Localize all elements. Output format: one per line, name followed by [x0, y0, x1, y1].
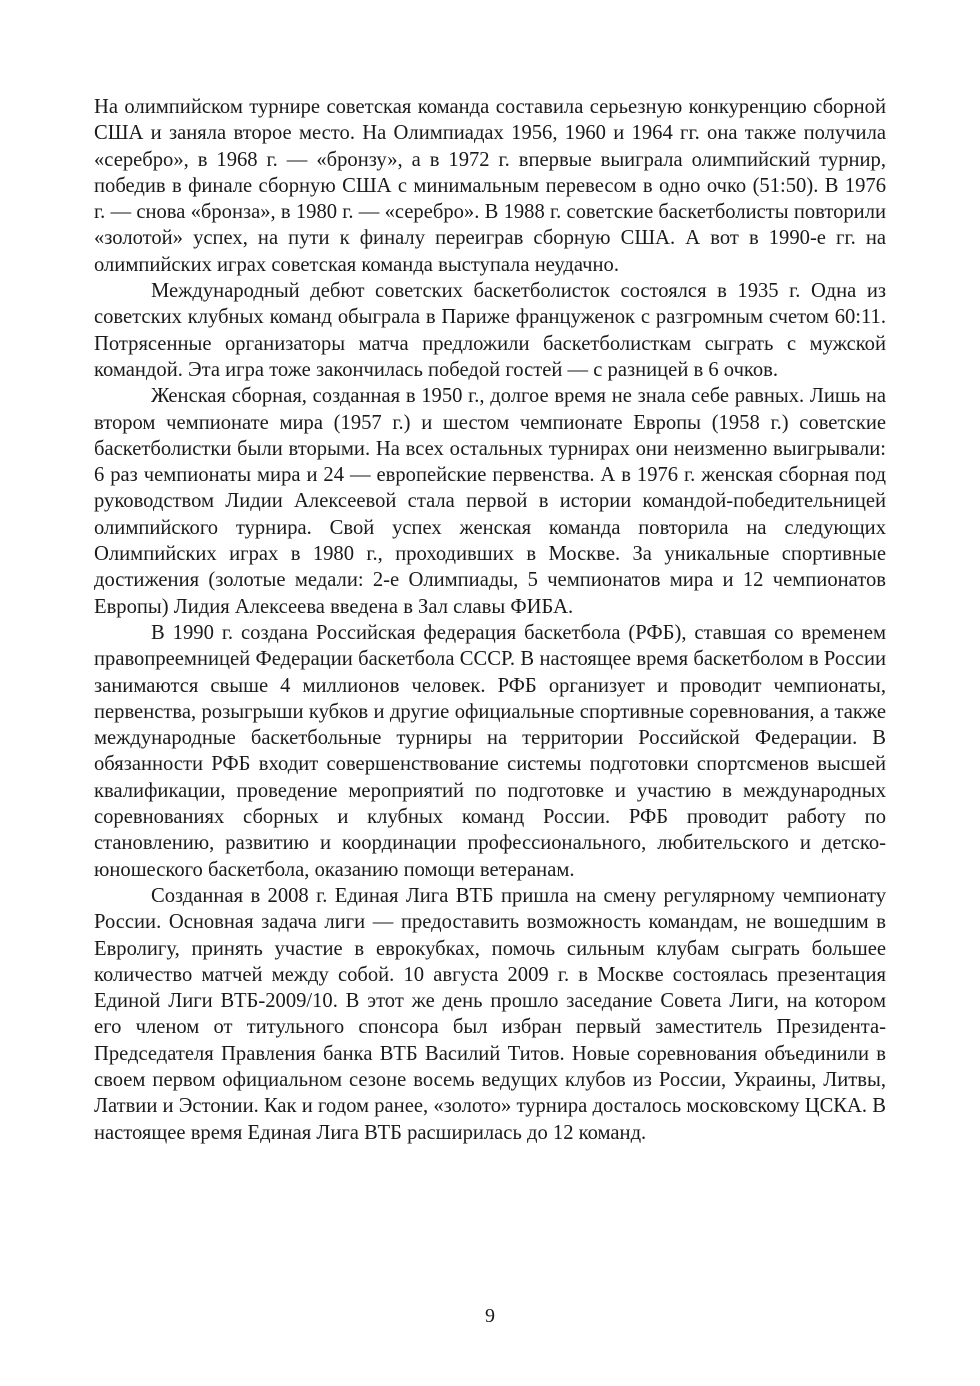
paragraph: Созданная в 2008 г. Единая Лига ВТБ пришла на смену регулярному чемпионату России. Основная задача лиги — предоставить возможность командам, не вошедшим в Евролигу, принять участие в еврокубках, помочь сильным клубам сыграть большее количество матчей между собой. 10 августа 2009 г. в Москве состоялась презентация Единой Лиги ВТБ-2009/10. В этот же день прошло заседание Совета Лиги, на котором его членом от титульного спонсора был избран первый заместитель Президента-Председателя Правления банка ВТБ Василий Титов. Новые соревнования объединили в своем первом официальном сезоне восемь ведущих клубов из России, Украины, Литвы, Латвии и Эстонии. Как и годом ранее, «золото» турнира досталось московскому ЦСКА. В настоящее время Единая Лига ВТБ расширилась до 12 команд.	[94, 884, 886, 1144]
paragraph: Международный дебют советских баскетболисток состоялся в 1935 г. Одна из советских клубных команд обыграла в Париже француженок с разгромным счетом 60:11. Потрясенные организаторы матча предложили баскетболисткам сыграть с мужской командой. Эта игра тоже закончилась победой гостей — с разницей в 6 очков.	[94, 280, 886, 381]
page-number: 9	[485, 1305, 495, 1327]
page-body	[94, 94, 886, 1146]
paragraph-continuation: На олимпийском турнире советская команда составила серьезную конкуренцию сборной США и заняла второе место. На Олимпиадах 1956, 1960 и 1964 гг. она также получила «серебро», в 1968 г. — «бронзу», а в 1972 г. впервые выиграла олимпийский турнир, победив в финале сборную США с минимальным перевесом в одно очко (51:50). В 1976 г. — снова «бронза», в 1980 г. — «серебро». В 1988 г. советские баскетболисты повторили «золотой» успех, на пути к финалу переиграв сборную США. А вот в 1990-е гг. на олимпийских играх советская команда выступала неудачно.	[94, 96, 886, 276]
paragraph: В 1990 г. создана Российская федерация баскетбола (РФБ), ставшая со временем правопреемницей Федерации баскетбола СССР. В настоящее время баскетболом в России занимаются свыше 4 миллионов человек. РФБ организует и проводит чемпионаты, первенства, розыгрыши кубков и другие официальные спортивные соревнования, а также международные баскетбольные турниры на территории Российской Федерации. В обязанности РФБ входит совершенствование системы подготовки спортсменов высшей квалификации, проведение мероприятий по подготовке и участию в международных соревнованиях сборных и клубных команд России. РФБ проводит работу по становлению, развитию и координации профессионального, любительского и детско-юношеского баскетбола, оказанию помощи ветеранам.	[94, 621, 886, 881]
paragraph: Женская сборная, созданная в 1950 г., долгое время не знала себе равных. Лишь на втором чемпионате мира (1957 г.) и шестом чемпионате Европы (1958 г.) советские баскетболистки были вторыми. На всех остальных турнирах они неизменно выигрывали: 6 раз чемпионаты мира и 24 — европейские первенства. А в 1976 г. женская сборная под руководством Лидии Алексеевой стала первой в истории командой-победительницей олимпийского турнира. Свой успех женская команда повторила на следующих Олимпийских играх в 1980 г., проходивших в Москве. За уникальные спортивные достижения (золотые медали: 2-е Олимпиады, 5 чемпионатов мира и 12 чемпионатов Европы) Лидия Алексеева введена в Зал славы ФИБА.	[94, 385, 886, 618]
